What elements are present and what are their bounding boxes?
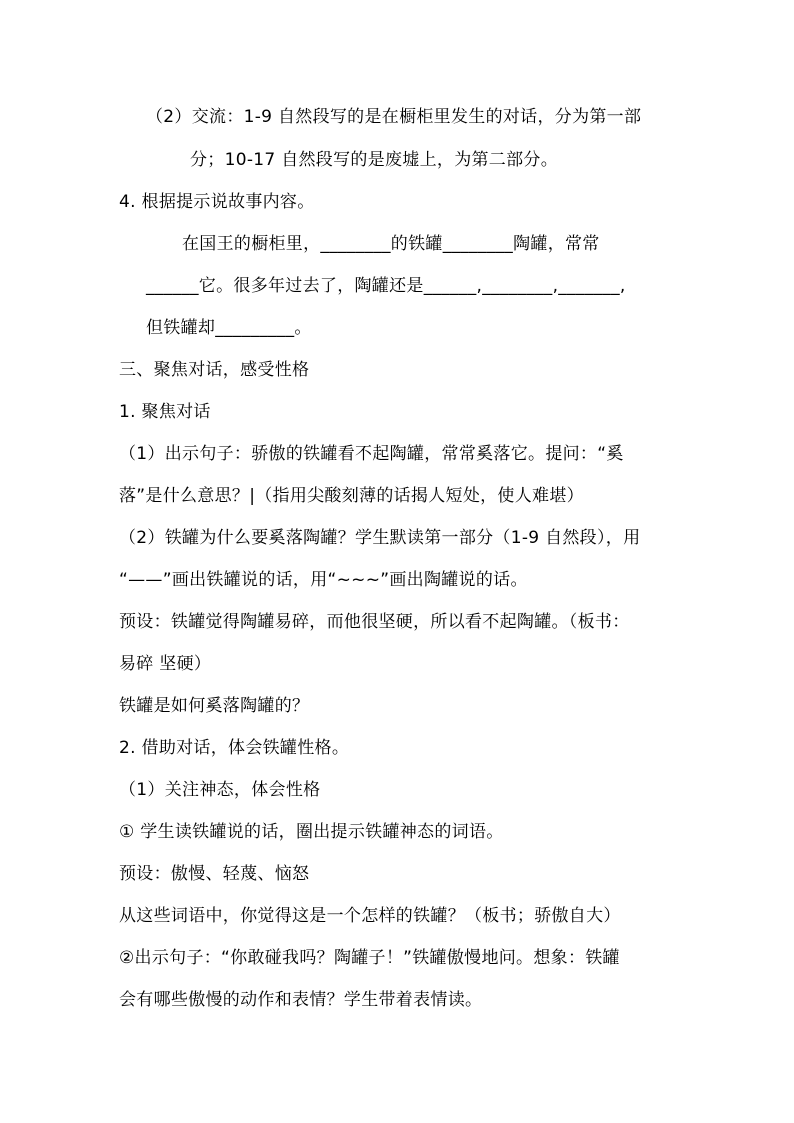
text-line: 分；10-17 自然段写的是废墟上，为第二部分。 (190, 150, 559, 170)
text-line: 易碎 坚硬） (119, 654, 212, 674)
text-line: “——”画出铁罐说的话，用“~~~”画出陶罐说的话。 (119, 570, 528, 590)
text-line: 但铁罐却_________。 (146, 318, 312, 338)
text-line: （2）交流：1-9 自然段写的是在橱柜里发生的对话，分为第一部 (146, 107, 642, 127)
text-line: 预设：铁罐觉得陶罐易碎，而他很坚硬，所以看不起陶罐。（板书： (119, 612, 630, 632)
subsection-heading: 2. 借助对话，体会铁罐性格。 (119, 738, 350, 758)
text-line: ②出示句子：“你敢碰我吗？陶罐子！”铁罐傲慢地问。想象：铁罐 (119, 948, 620, 968)
text-line: 铁罐是如何奚落陶罐的？ (119, 696, 310, 716)
subsection-heading: 1. 聚焦对话 (119, 402, 211, 422)
text-line: 4. 根据提示说故事内容。 (119, 192, 315, 212)
text-line: 会有哪些傲慢的动作和表情？学生带着表情读。 (119, 990, 483, 1010)
text-line: 预设：傲慢、轻蔑、恼怒 (119, 864, 310, 884)
text-line: （2）铁罐为什么要奚落陶罐？学生默读第一部分（1-9 自然段），用 (119, 528, 641, 548)
text-line: ______它。很多年过去了，陶罐还是______,________,_______, (146, 276, 626, 296)
text-line: 落”是什么意思？|（指用尖酸刻薄的话揭人短处，使人难堪） (119, 486, 584, 506)
section-heading: 三、聚焦对话，感受性格 (119, 360, 310, 380)
text-line: （1）出示句子：骄傲的铁罐看不起陶罐，常常奚落它。提问：“奚 (119, 444, 624, 464)
text-line: （1）关注神态，体会性格 (119, 780, 321, 800)
text-line: 在国王的橱柜里，________的铁罐________陶罐，常常 (182, 234, 600, 254)
text-line: 从这些词语中，你觉得这是一个怎样的铁罐？（板书；骄傲自大） (119, 906, 621, 926)
text-line: ① 学生读铁罐说的话，圈出提示铁罐神态的词语。 (119, 822, 504, 842)
